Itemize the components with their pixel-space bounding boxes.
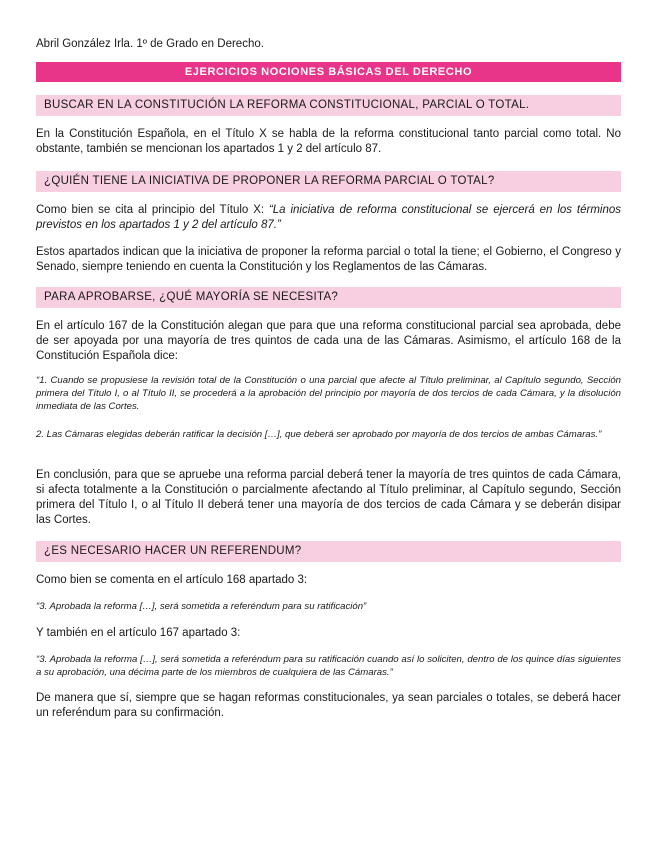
section-3-paragraph-1: En el artículo 167 de la Constitución alegan que para que una reforma constitucional parcial sea aprobada, debe de ser apoyada por una mayoría de tres quintos de cada una de las Cámaras. Asimismo, el artículo 168 de la Constitución Española dice: xyxy=(36,320,621,362)
question-heading-2: ¿QUIÉN TIENE LA INICIATIVA DE PROPONER LA REFORMA PARCIAL O TOTAL? xyxy=(36,171,621,192)
section-3-citation-2: 2. Las Cámaras elegidas deberán ratificar la decisión […], que deberá ser aprobado por mayoría de dos tercios de ambas Cámaras.” xyxy=(36,429,602,440)
section-1-paragraph: En la Constitución Española, en el Título X se habla de la reforma constitucional tanto parcial como total. No obstante, también se mencionan los apartados 1 y 2 del artículo 87. xyxy=(36,128,621,155)
section-4-paragraph-1: Como bien se comenta en el artículo 168 apartado 3: xyxy=(36,574,308,586)
section-2-paragraph-1 xyxy=(36,203,621,233)
section-4-paragraph-3: De manera que sí, siempre que se hagan reformas constitucionales, ya sean parciales o totales, se deberá hacer un referéndum para su confirmación. xyxy=(36,692,621,719)
section-3-citation-1: “1. Cuando se propusiese la revisión total de la Constitución o una parcial que afecte al Título preliminar, al Capítulo segundo, Sección primera del Título I, o al Título II, se procederá a la aprobación del principio por mayoría de dos tercios de cada Cámara, y la disolución inmediata de las Cortes. xyxy=(36,375,621,412)
section-2-quote: “La iniciativa de reforma constitucional se ejercerá en los términos previstos en los apartados 1 y 2 del artículo 87.” xyxy=(36,204,621,231)
question-heading-4: ¿ES NECESARIO HACER UN REFERENDUM? xyxy=(36,541,621,562)
section-4-citation-2: “3. Aprobada la reforma […], será sometida a referéndum para su ratificación cuando así lo soliciten, dentro de los quince días siguientes a su aprobación, una décima parte de los miembros de cualquiera de las Cámaras.” xyxy=(36,654,621,678)
document-title: EJERCICIOS NOCIONES BÁSICAS DEL DERECHO xyxy=(36,62,621,82)
section-4-citation-1: “3. Aprobada la reforma […], será sometida a referéndum para su ratificación” xyxy=(36,601,367,612)
question-heading-1: BUSCAR EN LA CONSTITUCIÓN LA REFORMA CONSTITUCIONAL, PARCIAL O TOTAL. xyxy=(36,95,621,116)
section-3-paragraph-2: En conclusión, para que se apruebe una reforma parcial deberá tener la mayoría de tres quintos de cada Cámara, si afecta totalmente a la Constitución o parcialmente afectando al Título preliminar, al Capítulo segundo, Sección primera del Título I, o al Título II deberá tener una mayoría de dos tercios de cada Cámara y se deberán disipar las Cortes. xyxy=(36,469,621,526)
section-2-paragraph-2: Estos apartados indican que la iniciativa de proponer la reforma parcial o total la tiene; el Gobierno, el Congreso y Senado, siempre teniendo en cuenta la Constitución y los Reglamentos de las Cámaras. xyxy=(36,246,621,273)
section-4-paragraph-2: Y también en el artículo 167 apartado 3: xyxy=(36,627,241,639)
question-heading-3: PARA APROBARSE, ¿QUÉ MAYORÍA SE NECESITA? xyxy=(36,287,621,308)
section-2-intro: Como bien se cita al principio del Título X: xyxy=(36,204,269,216)
author-line: Abril González Irla. 1º de Grado en Derecho. xyxy=(36,38,264,50)
